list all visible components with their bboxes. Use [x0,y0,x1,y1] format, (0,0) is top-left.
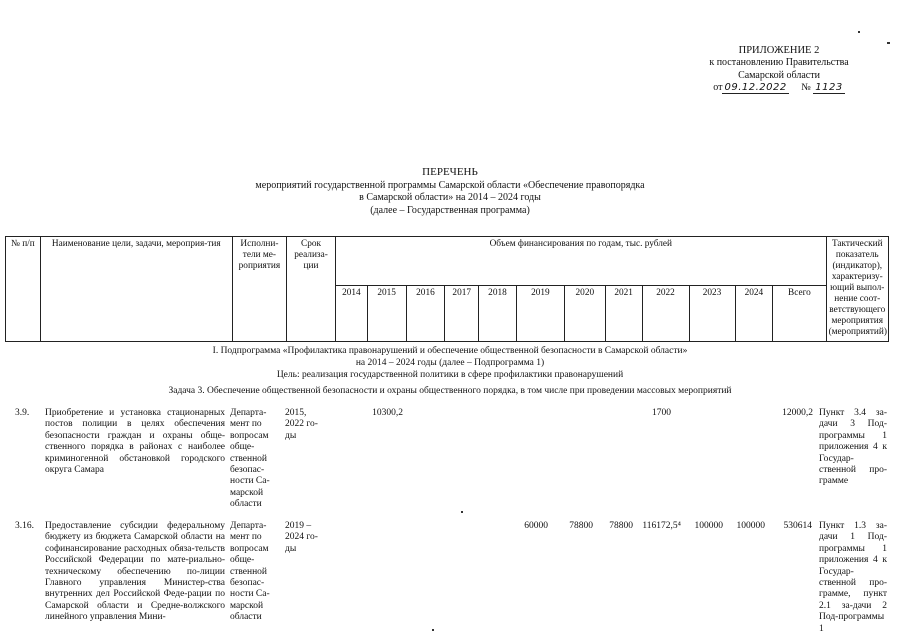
row-executor: Департа-мент по вопросам обще-ственной безопас-ности Са-марской области [230,521,270,623]
value-2020: 78800 [569,521,593,531]
year-2018: 2018 [479,286,517,342]
value-2022: 116172,5⁴ [642,521,681,531]
year-2016: 2016 [406,286,445,342]
subprogram-line1: I. Подпрограмма «Профилактика правонарушений и обеспечение общественной безопасности в Самарской области» [212,346,688,356]
appendix-title: ПРИЛОЖЕНИЕ 2 [738,45,820,56]
decree-number: 1123 [815,82,843,94]
col-number: № п/п [6,237,41,342]
table-row [5,521,889,640]
title-line2: в Самарской области» на 2014 – 2024 годы [359,192,541,204]
year-2015: 2015 [367,286,406,342]
value-2022: 1700 [652,408,671,418]
table-row [5,408,889,508]
appendix-date-row [679,82,879,95]
col-executor: Исполни-тели ме-роприятия [232,237,286,342]
year-total: Всего [773,286,826,342]
year-2019: 2019 [516,286,564,342]
from-label: от [713,82,723,94]
appendix-region: Самарской области [738,69,820,81]
value-2023: 100000 [694,521,723,531]
col-name: Наименование цели, задачи, мероприя-тия [40,237,232,342]
title-line3: (далее – Государственная программа) [370,204,530,216]
title-main: ПЕРЕЧЕНЬ [422,166,478,178]
row-number: 3.16. [15,521,34,531]
value-total: 12000,2 [782,408,813,418]
scan-speck [858,31,860,33]
subprogram-line2: на 2014 – 2024 годы (далее – Подпрограмма 1) [355,357,545,368]
year-2017: 2017 [445,286,479,342]
goal-heading: Цель: реализация государственной политики в сфере профилактики правонарушений [276,370,624,380]
title-line1: мероприятий государственной программы Самарской области «Обеспечение правопорядка [255,179,645,191]
appendix-block [679,44,879,95]
value-2015: 10300,2 [372,408,403,418]
table-header [5,236,889,342]
row-name: Приобретение и установка стационарных постов полиции в целях обеспечения безопасности граждан и охраны обще-ственного порядка в районах с наиболее криминогенной обстановкой городского округа Самара [45,408,225,475]
task-heading: Задача 3. Обеспечение общественной безопасности и охраны общественного порядка, в том числе при проведении массовых мероприятий [168,386,732,396]
row-indicator: Пункт 3.4 за-дачи 3 Под-программы 1 приложения 4 к Государ-ственной про-грамме [819,408,887,487]
col-term: Срок реализа-ции [286,237,335,342]
value-total: 530614 [783,521,812,531]
col-funding: Объем финансирования по годам, тыс. рублей [336,237,827,286]
document-title [210,166,690,217]
value-2021: 78800 [609,521,633,531]
year-2024: 2024 [735,286,773,342]
value-2019: 60000 [524,521,548,531]
year-2021: 2021 [605,286,642,342]
number-label: № [801,82,811,94]
year-2023: 2023 [689,286,735,342]
row-term: 2019 – 2024 го-ды [285,521,318,554]
scan-speck [887,42,890,44]
row-term: 2015, 2022 го-ды [285,408,318,441]
row-indicator: Пункт 1.3 за-дачи 1 Под-программы 1 приложения 4 к Государ-ственной про-грамме, пункт 2.1 за-дачи 2 Под-программы 1 [819,521,887,634]
value-2024: 100000 [736,521,765,531]
year-2014: 2014 [336,286,368,342]
year-2022: 2022 [642,286,689,342]
year-2020: 2020 [564,286,605,342]
appendix-decree: к постановлению Правительства [709,57,849,69]
subprogram-heading [140,346,760,370]
row-name: Предоставление субсидии федеральному бюджету из бюджета Самарской области на софинансирование расходных обяза-тельств Российской Федерации по мате-риально-техническому обеспечению по-лиции Главного управления Министер-ства внутренних дел Российской Феде-рации по Самарской области и Средне-волжского линейного управления Мини- [45,521,225,623]
col-indicator: Тактический показатель (индикатор), характеризу-ющий выпол-нение соот-ветствующего мероприятия (мероприятий) [826,237,888,342]
decree-date: 09.12.2022 [724,82,787,94]
scan-speck [432,629,434,631]
row-executor: Департа-мент по вопросам обще-ственной безопас-ности Са-марской области [230,408,270,510]
row-number: 3.9. [15,408,30,418]
scan-speck [461,511,463,513]
